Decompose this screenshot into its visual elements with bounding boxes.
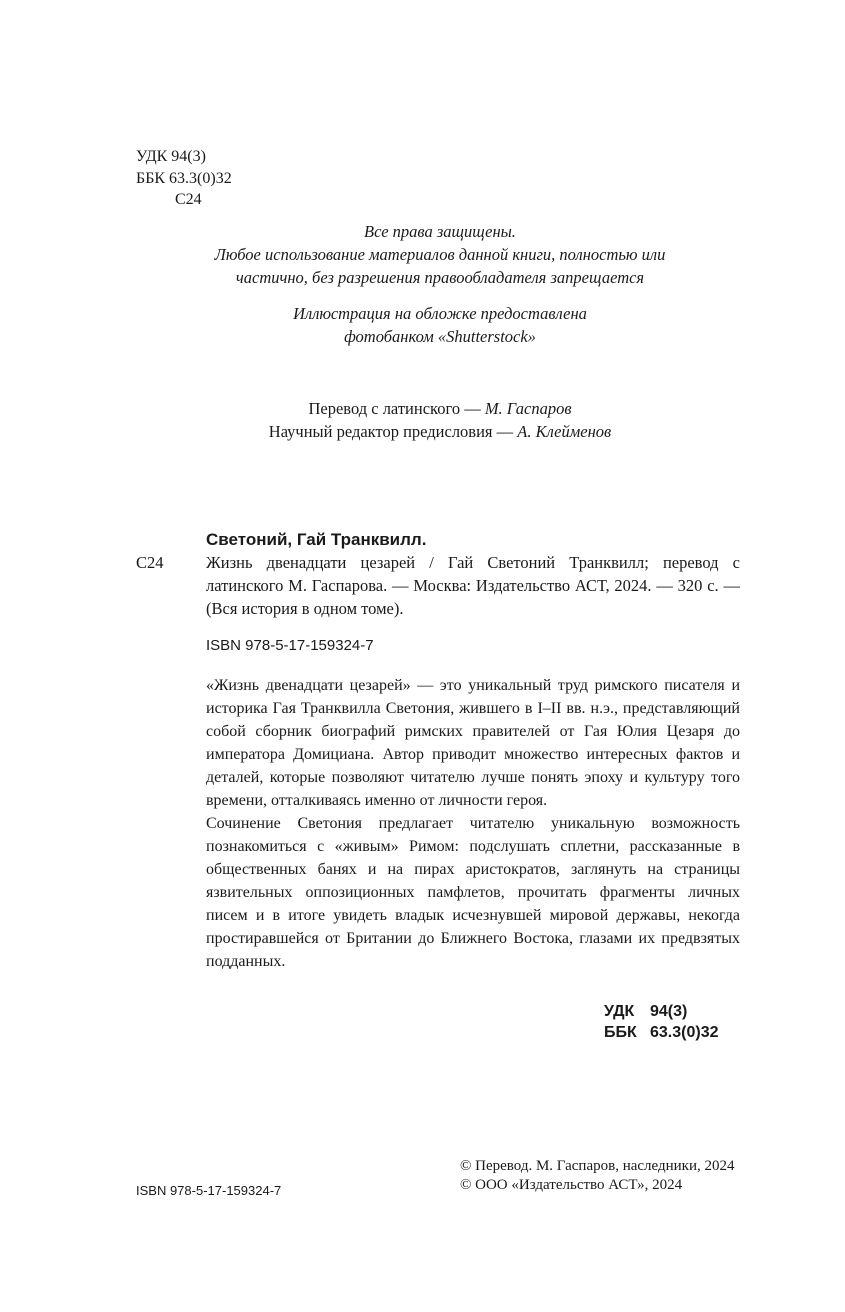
translation-credit (150, 397, 730, 420)
illustration-line-1: Иллюстрация на обложке предоставлена (293, 304, 587, 323)
bbk-bottom-label: ББК (604, 1024, 637, 1041)
credits (150, 397, 730, 443)
editor-credit (150, 420, 730, 443)
annotation-paragraph-2: Сочинение Светония предлагает читателю уникальную возможность познакомиться с «живым» Римом: подслушать сплетни, рассказанные в общественных банях и на пирах аристократов, заглянуть на страницы язвительных оппозиционных памфлетов, прочитать фрагменты личных писем и в итоге увидеть владык исчезнувшей мировой державы, некогда простиравшейся от Британии до Ближнего Востока, глазами их предвзятых подданных. (206, 815, 740, 970)
catalog-description: Жизнь двенадцати цезарей / Гай Светоний Транквилл; перевод с латинского М. Гаспарова. — Москва: Издательство АСТ, 2024. — 320 с. — (Вся история в одном томе). (206, 553, 740, 618)
catalog-code: С24 (136, 553, 164, 572)
catalog-author: Светоний, Гай Транквилл. (206, 530, 427, 549)
catalog-entry-row (136, 551, 740, 620)
copyright-block (460, 1157, 734, 1195)
translation-label: Перевод с латинского — (308, 399, 485, 418)
classification-bottom (604, 1001, 719, 1043)
footer-isbn: ISBN 978-5-17-159324-7 (136, 1183, 282, 1198)
illustration-line-2: фотобанком «Shutterstock» (344, 327, 536, 346)
udk-bottom-line (604, 1001, 719, 1022)
bbk-code: ББК 63.3(0)32 (136, 169, 232, 187)
copyright-publisher: © ООО «Издательство АСТ», 2024 (460, 1177, 683, 1193)
bbk-bottom-line (604, 1022, 719, 1043)
udk-bottom-label: УДК (604, 1003, 635, 1020)
copyright-translation: © Перевод. М. Гаспаров, наследники, 2024 (460, 1158, 735, 1174)
translator-name: М. Гаспаров (484, 399, 572, 418)
illustration-notice (150, 302, 730, 348)
editor-label: Научный редактор предисловия — (268, 422, 518, 441)
bbk-bottom-value: 63.3(0)32 (650, 1024, 719, 1041)
author-mark: С24 (175, 191, 202, 208)
annotation-paragraph-1: «Жизнь двенадцати цезарей» — это уникальный труд римского писателя и историка Гая Транквилла Светония, жившего в I–II вв. н.э., представляющий собой сборник биографий римских правителей от Гая Юлия Цезаря до императора Домициана. Автор приводит множество интересных фактов и деталей, которые позволяют читателю лучше понять эпоху и культуру того времени, отталкиваясь именно от личности героя. (206, 677, 740, 809)
rights-line-2: Любое использование материалов данной книги, полностью или (214, 245, 666, 264)
catalog-entry (136, 528, 740, 657)
editor-name: А. Клейменов (517, 422, 612, 441)
catalog-isbn: ISBN 978-5-17-159324-7 (206, 637, 374, 654)
rights-line-3: частично, без разрешения правообладателя запрещается (235, 268, 645, 287)
rights-notice (150, 220, 730, 289)
annotation (206, 674, 740, 973)
rights-line-1: Все права защищены. (364, 222, 516, 241)
udk-code: УДК 94(3) (136, 148, 206, 165)
classification-codes (136, 146, 232, 211)
udk-bottom-value: 94(3) (650, 1003, 688, 1020)
